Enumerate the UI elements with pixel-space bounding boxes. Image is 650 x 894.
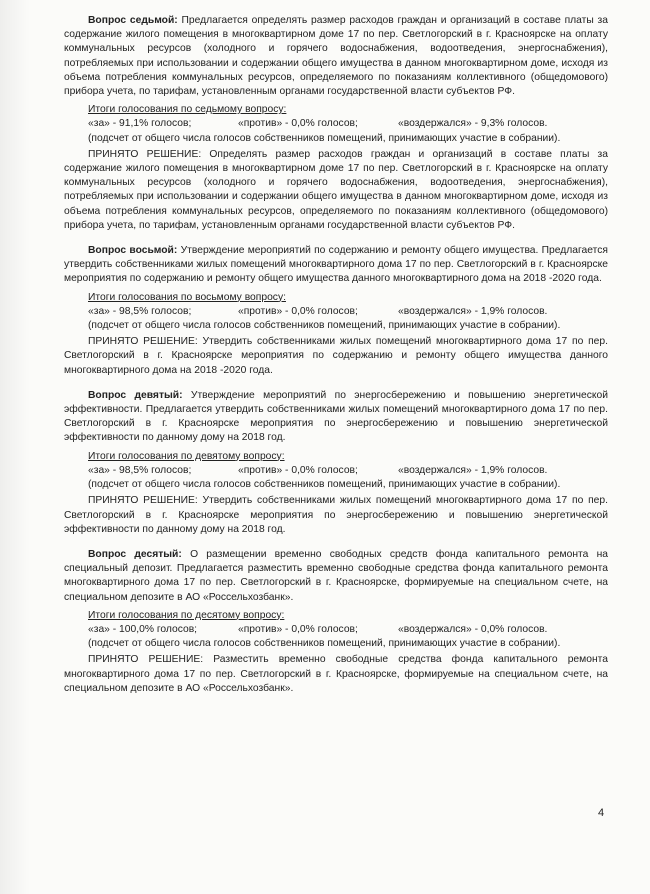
results-10-title: Итоги голосования по десятому вопросу: bbox=[88, 609, 285, 621]
note-9: (подсчет от общего числа голосов собственников помещений, принимающих участие в собрании). bbox=[88, 479, 561, 491]
question-7-label: Вопрос седьмой: bbox=[88, 15, 178, 26]
vote-abstain-7: «воздержался» - 9,3% голосов. bbox=[398, 118, 548, 130]
question-8-section bbox=[64, 244, 608, 378]
question-9-label: Вопрос девятый: bbox=[88, 389, 183, 401]
decision-10-label: ПРИНЯТО РЕШЕНИЕ: bbox=[88, 654, 204, 666]
question-9-section bbox=[64, 389, 608, 537]
decision-10-text: Разместить временно свободные средства фонда капитального ремонта многоквартирного дома 17 по пер. Светлогорский в г. Красноярске, формируемые на специальном счете, на специальном депозите в АО «Россельхозбанк». bbox=[64, 654, 608, 694]
decision-9-label: ПРИНЯТО РЕШЕНИЕ: bbox=[88, 495, 198, 507]
vote-against-10: «против» - 0,0% голосов; bbox=[238, 623, 358, 635]
vote-for-10: «за» - 100,0% голосов; bbox=[88, 623, 198, 635]
votes-10 bbox=[88, 623, 608, 637]
note-10: (подсчет от общего числа голосов собственников помещений, принимающих участие в собрании). bbox=[88, 638, 561, 650]
decision-8-text: Утвердить собственниками жилых помещений многоквартирного дома 17 по пер. Светлогорский в г. Красноярске мероприятия по содержанию и ремонту общего имущества данного многоквартирного дома на 2018 -2020 года. bbox=[64, 336, 608, 376]
question-9-text: Утверждение мероприятий по энергосбережению и повышению энергетической эффективности. Предлагается утвердить собственниками жилых помещений многоквартирного дома 17 по пер. Светлогорский в г. Красноярске мероприятия по энергосбережению и повышению энергетической эффективности по данному дому на 2018 год. bbox=[64, 389, 608, 444]
decision-8 bbox=[64, 335, 608, 378]
vote-for-7: «за» - 91,1% голосов; bbox=[88, 118, 192, 130]
results-8-title: Итоги голосования по восьмому вопросу: bbox=[88, 291, 286, 303]
question-8-text: Утверждение мероприятий по содержанию и ремонту общего имущества. Предлагается утвердить собственниками жилых помещений многоквартирного дома 17 по пер. Светлогорский в г. Красноярске мероприятия по содержанию и ремонту общего имущества данного многоквартирного дома на 2018 -2020 года. bbox=[64, 245, 608, 285]
question-10-text: О размещении временно свободных средств фонда капитального ремонта на специальный депозит. Предлагается разместить временно свободные средства фонда капитального ремонта многоквартирного дома 17 по пер. Светлогорский в г. Красноярске, формируемые на специальном счете, на специальном депозите в АО «Россельхозбанк». bbox=[64, 548, 608, 603]
note-8: (подсчет от общего числа голосов собственников помещений, принимающих участие в собрании). bbox=[88, 320, 561, 332]
page-number: 4 bbox=[598, 807, 605, 819]
question-7-section bbox=[64, 14, 608, 233]
question-9 bbox=[64, 389, 608, 446]
decision-9-text: Утвердить собственниками жилых помещений многоквартирного дома 17 по пер. Светлогорский в г. Красноярске мероприятия по энергосбережению и повышению энергетической эффективности по данному дому на 2018 год. bbox=[64, 495, 608, 535]
vote-for-9: «за» - 98,5% голосов; bbox=[88, 464, 192, 476]
votes-9 bbox=[88, 464, 608, 478]
votes-7 bbox=[88, 117, 608, 131]
question-10-section bbox=[64, 548, 608, 696]
results-7-title: Итоги голосования по седьмому вопросу: bbox=[88, 104, 287, 116]
decision-8-label: ПРИНЯТО РЕШЕНИЕ: bbox=[88, 336, 198, 348]
vote-abstain-8: «воздержался» - 1,9% голосов. bbox=[398, 305, 548, 317]
question-8-label: Вопрос восьмой: bbox=[88, 245, 178, 257]
results-9-title: Итоги голосования по девятому вопросу: bbox=[88, 450, 285, 462]
vote-abstain-9: «воздержался» - 1,9% голосов. bbox=[398, 464, 548, 476]
decision-10 bbox=[64, 653, 608, 696]
vote-against-8: «против» - 0,0% голосов; bbox=[238, 305, 358, 317]
question-7-text: Предлагается определять размер расходов граждан и организаций в составе платы за содержание жилого помещения в многоквартирном доме 17 по пер. Светлогорский в г. Красноярске на оплату коммунальных ресурсов (холодного и горячего водоснабжения, водоотведения, энергоснабжения), потребляемых при использовании и содержании общего имущества в данном многоквартирном доме, исходя из объема потребления коммунальных ресурсов, определяемого по показаниям коллективного (общедомового) прибора учета, по тарифам, установленным органами государственной власти субъектов РФ. bbox=[64, 15, 608, 98]
question-7 bbox=[64, 14, 608, 99]
decision-7-text: Определять размер расходов граждан и организаций в составе платы за содержание жилого помещения в многоквартирном доме 17 по пер. Светлогорский в г. Красноярске на оплату коммунальных ресурсов (холодного и горячего водоснабжения, водоотведения, энергоснабжения), потребляемых при использовании и содержании общего имущества в данном многоквартирном доме, исходя из объема потребления коммунальных ресурсов, определяемого по показаниям коллективного (общедомового) прибора учета, по тарифам, установленным органами государственной власти субъектов РФ. bbox=[64, 148, 608, 231]
vote-against-7: «против» - 0,0% голосов; bbox=[238, 118, 358, 130]
question-10 bbox=[64, 548, 608, 605]
decision-7 bbox=[64, 148, 608, 233]
question-10-label: Вопрос десятый: bbox=[88, 548, 182, 560]
vote-against-9: «против» - 0,0% голосов; bbox=[238, 464, 358, 476]
vote-for-8: «за» - 98,5% голосов; bbox=[88, 305, 192, 317]
decision-9 bbox=[64, 494, 608, 537]
question-8 bbox=[64, 244, 608, 287]
note-7: (подсчет от общего числа голосов собственников помещений, принимающих участие в собрании). bbox=[88, 132, 561, 144]
votes-8 bbox=[88, 305, 608, 319]
decision-7-label: ПРИНЯТО РЕШЕНИЕ: bbox=[88, 148, 202, 160]
vote-abstain-10: «воздержался» - 0,0% голосов. bbox=[398, 623, 548, 635]
